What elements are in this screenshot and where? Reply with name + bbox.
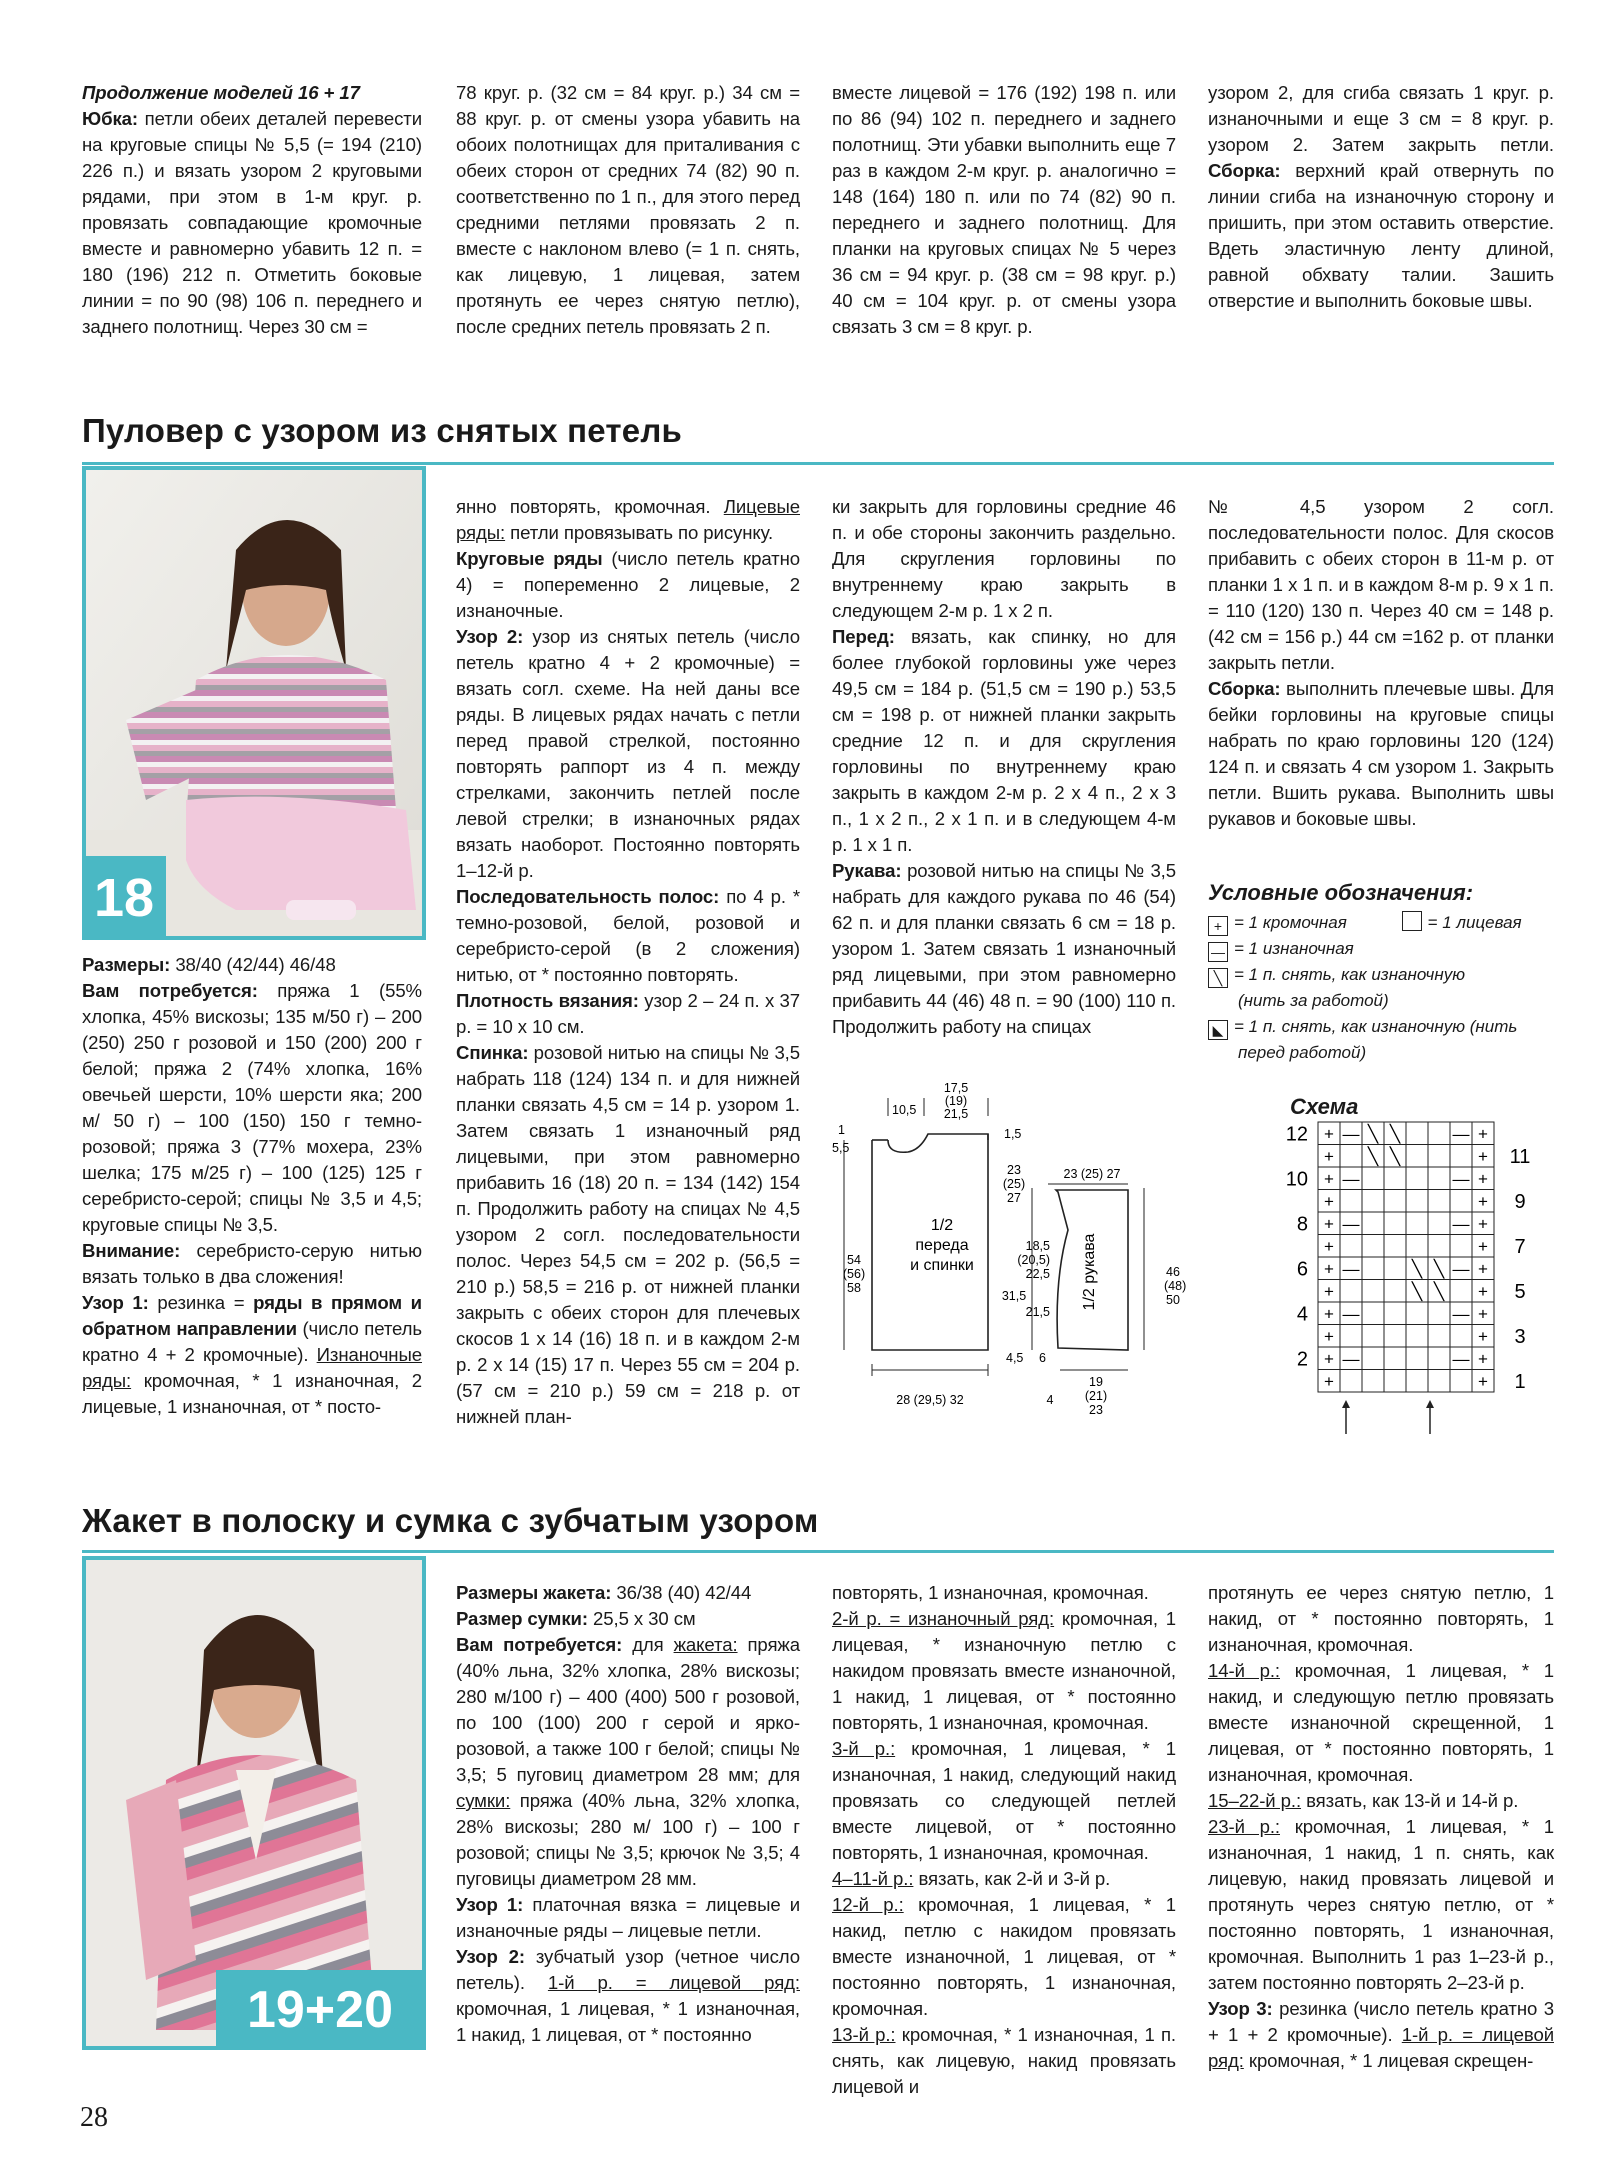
- pattern1-c: (число петель кратно 4 + 2 кромочные).: [82, 1318, 422, 1365]
- sizes-label: Размеры:: [82, 954, 171, 975]
- row3-label: 3-й р.:: [832, 1738, 896, 1759]
- dim-left-h2: (56): [842, 1267, 866, 1281]
- attention-label: Внимание:: [82, 1240, 181, 1261]
- scheme-cell: [1450, 1145, 1472, 1168]
- scheme-symbol: —: [1342, 1259, 1360, 1279]
- scheme-cell: [1428, 1190, 1450, 1213]
- scheme-cell: [1428, 1347, 1450, 1370]
- scheme-cell: [1450, 1370, 1472, 1393]
- front-label-3: и спинки: [910, 1257, 974, 1274]
- row2-label: 2-й р. = изнаночный ряд:: [832, 1608, 1055, 1629]
- s2-pattern3: резинка (число петель кратно 3 + 1 + 2 кромочные).: [1208, 1998, 1554, 2045]
- pattern-schematic: [828, 1080, 1248, 1430]
- scheme-symbol: +: [1324, 1281, 1334, 1301]
- scheme-row-label: 5: [1514, 1280, 1526, 1303]
- assembly-label: Сборка:: [1208, 160, 1281, 181]
- dim-sl-side: 4: [1046, 1393, 1054, 1407]
- scheme-cell: [1362, 1235, 1384, 1258]
- scheme-cell: [1406, 1325, 1428, 1348]
- dim-sl-bottom1: 19: [1089, 1375, 1103, 1389]
- scheme-cell: [1406, 1302, 1428, 1325]
- s2-col-4: [1208, 1580, 1554, 2074]
- scheme-symbol: +: [1324, 1169, 1334, 1189]
- scheme-cell: [1406, 1212, 1428, 1235]
- scheme-symbol: ╲: [1433, 1281, 1445, 1301]
- dim-right-a1: 23: [1007, 1163, 1021, 1177]
- scheme-cell: [1384, 1190, 1406, 1213]
- row15-22-label: 15–22-й р.:: [1208, 1790, 1302, 1811]
- legend-row-3: [1208, 962, 1554, 988]
- left-arrow-head-icon: [1426, 1400, 1434, 1408]
- front-label-2: переда: [915, 1237, 969, 1254]
- row13-label: 13-й р.:: [832, 2024, 896, 2045]
- scheme-symbol: —: [1342, 1169, 1360, 1189]
- s1c4-a: № 4,5 узором 2 согл. последовательности полос. Для скосов прибавить с обеих сторон в 11-м р. от планки 1 x 1 п. и в каждом 8-м р. 9 x 1 п. = 110 (120) 130 п. Через 40 см = 148 р. (42 см = 156 р.) 44 см =162 р. от планки закрыть петли.: [1208, 496, 1554, 673]
- slip-front-symbol-icon: ◣: [1208, 1020, 1228, 1040]
- selvage-symbol-icon: +: [1208, 916, 1228, 936]
- s1c2-b: петли провязывать по рисунку.: [510, 522, 774, 543]
- scheme-row-label: 11: [1509, 1145, 1531, 1168]
- scheme-symbol: +: [1324, 1371, 1334, 1391]
- scheme-cell: [1406, 1122, 1428, 1145]
- scheme-symbol: —: [1452, 1169, 1470, 1189]
- s2-col-2: [456, 1580, 800, 2048]
- scheme-row-label: 12: [1285, 1123, 1308, 1146]
- scheme-symbol: —: [1452, 1259, 1470, 1279]
- knit-symbol-icon: [1402, 911, 1422, 931]
- row4-11-text: вязать, как 2-й и 3-й р.: [918, 1868, 1111, 1889]
- need-text: пряжа 1 (55% хлопка, 45% вискозы; 135 м/50 г) – 200 (250) 250 г розовой и 150 (200) 200 г белой; пряжа 2 (74% хлопка, 16% овечьей шерсти, 10% шерсти яка; 200 м/ 50 г) – 100 (150) 150 г темно-розовой; пряжа 3 (77% мохера, 23% шелка; 175 м/25 г) – 100 (125) 125 г серебристо-серой; спицы № 3,5 и 4,5; круговые спицы № 3,5.: [82, 980, 422, 1235]
- scheme-symbol: +: [1478, 1326, 1488, 1346]
- row12-text: кромочная, 1 лицевая, * 1 накид, петлю с накидом провязать вместе изнаночной, 1 лицевая, от * постоянно повторять, 1 изнаночная, кромочная.: [832, 1894, 1176, 2019]
- knit-rows-label: Лицевые ряды:: [456, 496, 800, 543]
- scheme-cell: [1340, 1235, 1362, 1258]
- skirt-text: петли обеих деталей перевести на круговые спицы № 5,5 (= 194 (210) 226 п.) и вязать узором 2 круговыми рядами, при этом в 1-м круг. р. провязать совпадающие кромочные вместе и равномерно убавить 12 п. = 180 (196) 212 п. Отметить боковые линии = по 90 (98) 106 п. переднего и заднего полотнищ. Через 30 см =: [82, 108, 422, 337]
- back-label: Спинка:: [456, 1042, 529, 1063]
- scheme-symbol: +: [1324, 1304, 1334, 1324]
- dim-sl-l1: 18,5: [1025, 1239, 1050, 1253]
- scheme-cell: [1450, 1235, 1472, 1258]
- scheme-cell: [1450, 1325, 1472, 1348]
- row12-label: 12-й р.:: [832, 1894, 904, 1915]
- s1c2-a: янно повторять, кромочная.: [456, 496, 711, 517]
- scheme-symbol: +: [1324, 1349, 1334, 1369]
- scheme-symbol: +: [1324, 1214, 1334, 1234]
- row3-text: кромочная, 1 лицевая, * 1 изнаночная, 1 накид, следующий накид провязать со следующей петлей вместе лицевой, от * постоянно повторять, 1 изнаночная, кромочная.: [832, 1738, 1176, 1863]
- scheme-cell: [1428, 1235, 1450, 1258]
- sleeves-text: розовой нитью на спицы № 3,5 набрать для каждого рукава по 46 (54) 62 п. и для планки связать 6 см = 18 р. узором 1. Затем связать 1 изнаночный ряд лицевыми, при этом равномерно прибавить 44 (46) 48 п. = 90 (100) 110 п. Продолжить работу на спицах: [832, 860, 1176, 1037]
- scheme-row-label: 7: [1514, 1235, 1526, 1258]
- s1-col-3: [832, 494, 1176, 1040]
- legend-slip-front: = 1 п. снять, как изнаночную (нить: [1234, 1017, 1518, 1036]
- sleeve-label: 1/2 рукава: [1081, 1233, 1098, 1311]
- scheme-cell: [1362, 1302, 1384, 1325]
- scheme-symbol: +: [1478, 1169, 1488, 1189]
- continuation-title: Продолжение моделей 16 + 17: [82, 82, 360, 103]
- scheme-symbol: —: [1342, 1304, 1360, 1324]
- s2-pattern1-label: Узор 1:: [456, 1894, 524, 1915]
- scheme-symbol: ╲: [1367, 1146, 1379, 1166]
- attention-text: серебристо-серую нитью вязать только в два сложения!: [82, 1240, 422, 1287]
- s1-col-4: [1208, 494, 1554, 832]
- p3-row1-text: кромочная, * 1 лицевая скрещен-: [1248, 2050, 1534, 2071]
- top-col-2-text: 78 круг. р. (32 см = 84 круг. р.) 34 см = 88 круг. р. от смены узора убавить на обоих полотнищах для приталивания с обеих сторон от средних 74 (82) 90 п. соответственно по 1 п., для этого перед средними петлями провязать 2 п. вместе с наклоном влево (= 1 п. снять, как лицевую, 1 лицевая, затем протянуть ее через снятую петлю), после средних петель провязать 2 п.: [456, 82, 800, 337]
- section1-rule: [82, 462, 1554, 465]
- scheme-cell: [1428, 1325, 1450, 1348]
- slip-back-symbol-icon: ╲: [1208, 968, 1228, 988]
- need2-c: пряжа (40% льна, 32% хлопка, 28% вискозы; 280 м/ 100 г) – 100 г розовой; спицы № 3,5; крючок № 3,5; 4 пуговицы диаметром 28 мм.: [456, 1790, 800, 1889]
- dim-sl-bottom2: (21): [1084, 1389, 1108, 1403]
- row15-22-text: вязать, как 13-й и 14-й р.: [1306, 1790, 1519, 1811]
- scheme-cell: [1384, 1370, 1406, 1393]
- legend-purl: = 1 изнаночная: [1234, 939, 1354, 958]
- dim-sl-l5: 6: [1039, 1351, 1046, 1365]
- scheme-row-label: 4: [1296, 1303, 1308, 1326]
- s1-col-2: [456, 494, 800, 1430]
- back-text: розовой нитью на спицы № 3,5 набрать 118 (124) 134 п. и для нижней планки связать 4,5 см = 14 р. узором 1. Затем связать 1 изнаночный ряд лицевыми, при этом равномерно прибавить 16 (18) 20 п. = 134 (142) 154 п. Продолжить работу на спицах № 4,5 узором 2 согл. последовательности полос. Через 54,5 см = 202 р. (56,5 = 210 р.) 58,5 = 216 р. от нижней планки закрыть с обеих сторон для плечевых скосов 1 x 14 (16) 18 п. и в каждом 2-м р. 2 x 14 (15) 17 п. Через 55 см = 204 р. (57 см = 210 р.) 59 см = 218 р. от нижней план-: [456, 1042, 800, 1427]
- s1c2-c: (число петель кратно 4) = попеременно 2 лицевые, 2 изнаночные.: [456, 548, 800, 621]
- legend-row-2: [1208, 936, 1554, 962]
- scheme-symbol: +: [1478, 1236, 1488, 1256]
- scheme-cell: [1340, 1145, 1362, 1168]
- purl-symbol-icon: —: [1208, 942, 1228, 962]
- need2-label: Вам потребуется:: [456, 1634, 623, 1655]
- scheme-symbol: ╲: [1411, 1281, 1423, 1301]
- scheme-symbol: ╲: [1433, 1259, 1445, 1279]
- legend-title: Условные обозначения:: [1208, 880, 1474, 905]
- scheme-row-label: 8: [1296, 1213, 1308, 1236]
- scheme-symbol: —: [1452, 1214, 1470, 1234]
- scheme-symbol: +: [1324, 1236, 1334, 1256]
- legend-knit: = 1 лицевая: [1427, 913, 1522, 932]
- scheme-symbol: —: [1342, 1214, 1360, 1234]
- scheme-symbol: +: [1324, 1191, 1334, 1211]
- scheme-cell: [1428, 1302, 1450, 1325]
- scheme-symbol: +: [1324, 1326, 1334, 1346]
- scheme-symbol: +: [1324, 1259, 1334, 1279]
- scheme-symbol: ╲: [1389, 1146, 1401, 1166]
- dim-sl-l2: (20,5): [1017, 1253, 1050, 1267]
- dim-right-a3: 27: [1007, 1191, 1021, 1205]
- scheme-cell: [1340, 1325, 1362, 1348]
- scheme-row-label: 9: [1514, 1190, 1526, 1213]
- scheme-row-label: 10: [1285, 1168, 1308, 1191]
- scheme-symbol: +: [1478, 1371, 1488, 1391]
- scheme-cell: [1340, 1370, 1362, 1393]
- section2-heading: Жакет в полоску и сумка с зубчатым узором: [82, 1502, 819, 1539]
- legend-slip-front-2: перед работой): [1238, 1043, 1367, 1062]
- pattern1-a: резинка =: [157, 1292, 245, 1313]
- dim-top-mid1: 17,5: [943, 1081, 969, 1095]
- scheme-symbol: —: [1452, 1124, 1470, 1144]
- scheme-title: Схема: [1290, 1094, 1359, 1119]
- scheme-symbol: +: [1478, 1124, 1488, 1144]
- s2c3-a: повторять, 1 изнаночная, кромочная.: [832, 1582, 1149, 1603]
- scheme-cell: [1384, 1347, 1406, 1370]
- jacket-word: жакета:: [673, 1634, 738, 1655]
- legend-selvage: = 1 кромочная: [1234, 913, 1347, 932]
- scheme-cell: [1362, 1257, 1384, 1280]
- dim-bottom-r: 4,5: [1006, 1351, 1024, 1365]
- scheme-symbol: +: [1478, 1259, 1488, 1279]
- scheme-cell: [1362, 1167, 1384, 1190]
- dim-left-top2: 5,5: [832, 1141, 850, 1155]
- dim-right-b: 31,5: [1001, 1289, 1027, 1303]
- scheme-symbol: —: [1452, 1304, 1470, 1324]
- scheme-symbol: —: [1452, 1349, 1470, 1369]
- scheme-cell: [1362, 1212, 1384, 1235]
- top-col-1: [82, 80, 422, 340]
- scheme-cell: [1384, 1325, 1406, 1348]
- dim-sl-r1: 46: [1166, 1265, 1180, 1279]
- top-col-2: [456, 80, 800, 340]
- scheme-cell: [1406, 1370, 1428, 1393]
- top-col-3: [832, 80, 1176, 340]
- dim-left-top1: 1: [838, 1123, 845, 1137]
- need2-b: пряжа (40% льна, 32% хлопка, 28% вискозы; 280 м/100 г) – 400 (400) 500 г розовой, по 100 (100) 200 г серой и ярко-розовой, а также 100 г белой; спицы № 3,5; 5 пуговиц диаметром 28 мм; для: [456, 1634, 800, 1785]
- dim-top-mid3: 21,5: [943, 1107, 969, 1121]
- section2-badge: 19+20: [216, 1970, 424, 2050]
- s2-pattern3-label: Узор 3:: [1208, 1998, 1273, 2019]
- sleeves-label: Рукава:: [832, 860, 902, 881]
- scheme-cell: [1450, 1190, 1472, 1213]
- section1-badge: 18: [82, 856, 166, 940]
- s2-pattern2: зубчатый узор (четное число петель).: [456, 1946, 800, 1993]
- legend-row-4: [1208, 1014, 1554, 1040]
- pattern1-label: Узор 1:: [82, 1292, 149, 1313]
- scheme-grid: [1270, 1118, 1531, 1438]
- scheme-cell: [1340, 1190, 1362, 1213]
- bag-size: 25,5 x 30 см: [593, 1608, 696, 1629]
- scheme-symbol: —: [1342, 1349, 1360, 1369]
- dim-top-mid2: (19): [944, 1094, 968, 1108]
- page-number: 28: [80, 2102, 108, 2133]
- dim-sl-top: 23 (25) 27: [1063, 1167, 1121, 1181]
- dim-sl-r3: 50: [1166, 1293, 1180, 1307]
- stripes-text: по 4 р. * темно-розовой, белой, розовой и серебристо-серой (в 2 сложения) нитью, от * постоянно повторять.: [456, 886, 800, 985]
- purl-rows-label: Изнаночные ряды:: [82, 1344, 422, 1391]
- stripes-label: Последовательность полос:: [456, 886, 720, 907]
- scheme-symbol: +: [1478, 1146, 1488, 1166]
- front-text: вязать, как спинку, но для более глубокой горловины уже через 49,5 см = 184 р. (51,5 см = 190 р.) 53,5 см = 198 р. от нижней планки закрыть средние 12 п. и для скругления горловины по внутреннему краю закрыть в каждом 2-м р. 2 x 4 п., 2 x 3 п., 1 x 2 п., 2 x 1 п. и в следующем 4-м р. 1 x 1 п.: [832, 626, 1176, 855]
- scheme-cell: [1362, 1347, 1384, 1370]
- legend-row-1: [1208, 910, 1554, 936]
- dim-sl-r2: (48): [1164, 1279, 1187, 1293]
- s2c4-a: протянуть ее через снятую петлю, 1 накид, от * постоянно повторять, 1 изнаночная, кромочная.: [1208, 1582, 1554, 1655]
- row23-text: кромочная, 1 лицевая, * 1 изнаночная, 1 накид, 1 п. снять, как лицевую, накид провязать лицевой и протянуть через снятую петлю, от * постоянно повторять, 1 изнаночная, кромочная. Выполнить 1 раз 1–23-й р., затем постоянно повторять 2–23-й р.: [1208, 1816, 1554, 1993]
- scheme-cell: [1428, 1122, 1450, 1145]
- s2-col-3: [832, 1580, 1176, 2100]
- pattern2-text: узор из снятых петель (число петель кратно 4 + 2 кромочные) = вязать согл. схеме. На ней даны все ряды. В лицевых рядах начать с петли перед правой стрелкой, постоянно повторять раппорт из 4 п. между стрелками, закончить петлей после левой стрелки; в изнаночных рядах вязать наоборот. Постоянно повторять 1–12-й р.: [456, 626, 800, 881]
- scheme-symbol: +: [1478, 1349, 1488, 1369]
- front-label: Перед:: [832, 626, 895, 647]
- scheme-cell: [1362, 1325, 1384, 1348]
- need2-a: для: [632, 1634, 664, 1655]
- row23-label: 23-й р.:: [1208, 1816, 1280, 1837]
- dim-sl-l4: 21,5: [1025, 1305, 1050, 1319]
- scheme-cell: [1384, 1167, 1406, 1190]
- scheme-cell: [1406, 1190, 1428, 1213]
- row1-label: 1-й р. = лицевой ряд:: [547, 1972, 800, 1993]
- legend: [1208, 880, 1554, 1066]
- section1-heading: Пуловер с узором из снятых петель: [82, 412, 682, 449]
- top-col-4: [1208, 80, 1554, 314]
- pattern2-label: Узор 2:: [456, 626, 524, 647]
- dim-right-top: 1,5: [1004, 1127, 1022, 1141]
- need-label: Вам потребуется:: [82, 980, 258, 1001]
- s1-col-1: [82, 952, 422, 1420]
- scheme-row-label: 3: [1514, 1325, 1526, 1348]
- round-rows-label: Круговые ряды: [456, 548, 603, 569]
- scheme-cell: [1384, 1212, 1406, 1235]
- scheme-row-label: 6: [1296, 1258, 1308, 1281]
- scheme-cell: [1406, 1347, 1428, 1370]
- scheme-symbol: +: [1478, 1191, 1488, 1211]
- scheme-symbol: ╲: [1367, 1124, 1379, 1144]
- row1-text: кромочная, 1 лицевая, * 1 изнаночная, 1 накид, 1 лицевая, от * постоянно: [456, 1998, 800, 2045]
- dim-right-a2: (25): [1002, 1177, 1026, 1191]
- scheme-cell: [1384, 1280, 1406, 1303]
- sizes: 38/40 (42/44) 46/48: [175, 954, 336, 975]
- row4-11-label: 4–11-й р.:: [832, 1868, 914, 1889]
- assembly2-text: выполнить плечевые швы. Для бейки горловины на круговые спицы набрать по краю горловины 120 (124) 124 п. и связать 4 см узором 1. Закрыть петли. Вшить рукава. Выполнить швы рукавов и боковые швы.: [1208, 678, 1554, 829]
- row13-text: кромочная, * 1 изнаночная, 1 п. снять, как лицевую, накид провязать лицевой и: [832, 2024, 1176, 2097]
- scheme-row-label: 1: [1514, 1370, 1526, 1393]
- scheme-symbol: +: [1478, 1214, 1488, 1234]
- scheme-cell: [1340, 1280, 1362, 1303]
- bag-word: сумки:: [456, 1790, 511, 1811]
- dim-bottom-w: 28 (29,5) 32: [896, 1393, 964, 1407]
- dim-top-neck: 10,5: [892, 1103, 917, 1117]
- s1c3-a: ки закрыть для горловины средние 46 п. и обе стороны закончить раздельно. Для скругления горловины по внутреннему краю закрыть в следующем 2-м р. 1 x 2 п.: [832, 496, 1176, 621]
- dim-left-h3: 58: [847, 1281, 861, 1295]
- skirt-label: Юбка:: [82, 108, 138, 129]
- scheme-cell: [1362, 1280, 1384, 1303]
- scheme-symbol: +: [1478, 1304, 1488, 1324]
- scheme-symbol: +: [1324, 1124, 1334, 1144]
- scheme-cell: [1428, 1212, 1450, 1235]
- top-col-4-text1: узором 2, для сгиба связать 1 круг. р. изнаночными и еще 3 см = 8 круг. р. узором 2. Затем закрыть петли.: [1208, 82, 1554, 155]
- scheme-symbol: +: [1478, 1281, 1488, 1301]
- scheme-cell: [1384, 1257, 1406, 1280]
- p3-row1-label: 1-й р. = лицевой ряд:: [1208, 2024, 1554, 2071]
- scheme-cell: [1362, 1190, 1384, 1213]
- scheme-cell: [1384, 1235, 1406, 1258]
- jacket-sizes-label: Размеры жакета:: [456, 1582, 612, 1603]
- row14-text: кромочная, 1 лицевая, * 1 накид, и следующую петлю провязать вместе изнаночной скрещенной, 1 лицевая, от * постоянно повторять, 1 изнаночная, кромочная.: [1208, 1660, 1554, 1785]
- scheme-cell: [1450, 1280, 1472, 1303]
- legend-slip-back-2: (нить за работой): [1238, 991, 1389, 1010]
- scheme-cell: [1428, 1370, 1450, 1393]
- scheme-symbol: +: [1324, 1146, 1334, 1166]
- row2-text: кромочная, 1 лицевая, * изнаночную петлю с накидом провязать вместе изнаночной, 1 накид, 1 лицевая, от * постоянно повторять, 1 изнаночная, кромочная.: [832, 1608, 1176, 1733]
- scheme-symbol: ╲: [1389, 1124, 1401, 1144]
- density-label: Плотность вязания:: [456, 990, 639, 1011]
- scheme-symbol: ╲: [1411, 1259, 1423, 1279]
- right-arrow-head-icon: [1342, 1400, 1350, 1408]
- row14-label: 14-й р.:: [1208, 1660, 1280, 1681]
- dim-left-h1: 54: [847, 1253, 861, 1267]
- bag-size-label: Размер сумки:: [456, 1608, 588, 1629]
- scheme-cell: [1406, 1145, 1428, 1168]
- s2-pattern1: платочная вязка = лицевые и изнаночные ряды – лицевые петли.: [456, 1894, 800, 1941]
- legend-slip-back: = 1 п. снять, как изнаночную: [1234, 965, 1465, 984]
- dim-sl-l3: 22,5: [1025, 1267, 1050, 1281]
- pattern1-d: кромочная, * 1 изнаночная, 2 лицевые, 1 изнаночная, от * посто-: [82, 1370, 422, 1417]
- scheme-cell: [1428, 1167, 1450, 1190]
- scheme-row-label: 2: [1296, 1348, 1308, 1371]
- top-col-3-text: вместе лицевой = 176 (192) 198 п. или по 86 (94) 102 п. переднего и заднего полотнищ. Эти убавки выполнить еще 7 раз в каждом 2-м круг. р. аналогично = 148 (164) 180 п. или по 74 (82) 90 п. переднего и заднего полотнищ. Для планки на круговых спицах № 5 через 36 см = 94 круг. р. (38 см = 98 круг. р.) 40 см = 104 круг. р. от смены узора связать 3 см = 8 круг. р.: [832, 82, 1176, 337]
- scheme-cell: [1406, 1235, 1428, 1258]
- scheme-symbol: —: [1342, 1124, 1360, 1144]
- scheme-cell: [1406, 1167, 1428, 1190]
- scheme-cell: [1384, 1302, 1406, 1325]
- top-col-4-text2: верхний край отвернуть по линии сгиба на изнаночную сторону и пришить, при этом оставить отверстие. Вдеть эластичную ленту длиной, равной обхвату талии. Зашить отверстие и выполнить боковые швы.: [1208, 160, 1554, 311]
- density-text: узор 2 – 24 п. x 37 р. = 10 x 10 см.: [456, 990, 800, 1037]
- scheme-cell: [1362, 1370, 1384, 1393]
- s2-pattern2-label: Узор 2:: [456, 1946, 525, 1967]
- scheme-cell: [1428, 1145, 1450, 1168]
- schematic-dims: [832, 1081, 1186, 1417]
- dim-sl-bottom3: 23: [1089, 1403, 1103, 1417]
- pattern1-b: ряды в прямом и обратном направлении: [82, 1292, 422, 1339]
- jacket-sizes: 36/38 (40) 42/44: [616, 1582, 752, 1603]
- front-label-1: 1/2: [930, 1217, 954, 1234]
- assembly2-label: Сборка:: [1208, 678, 1281, 699]
- section2-rule: [82, 1550, 1554, 1553]
